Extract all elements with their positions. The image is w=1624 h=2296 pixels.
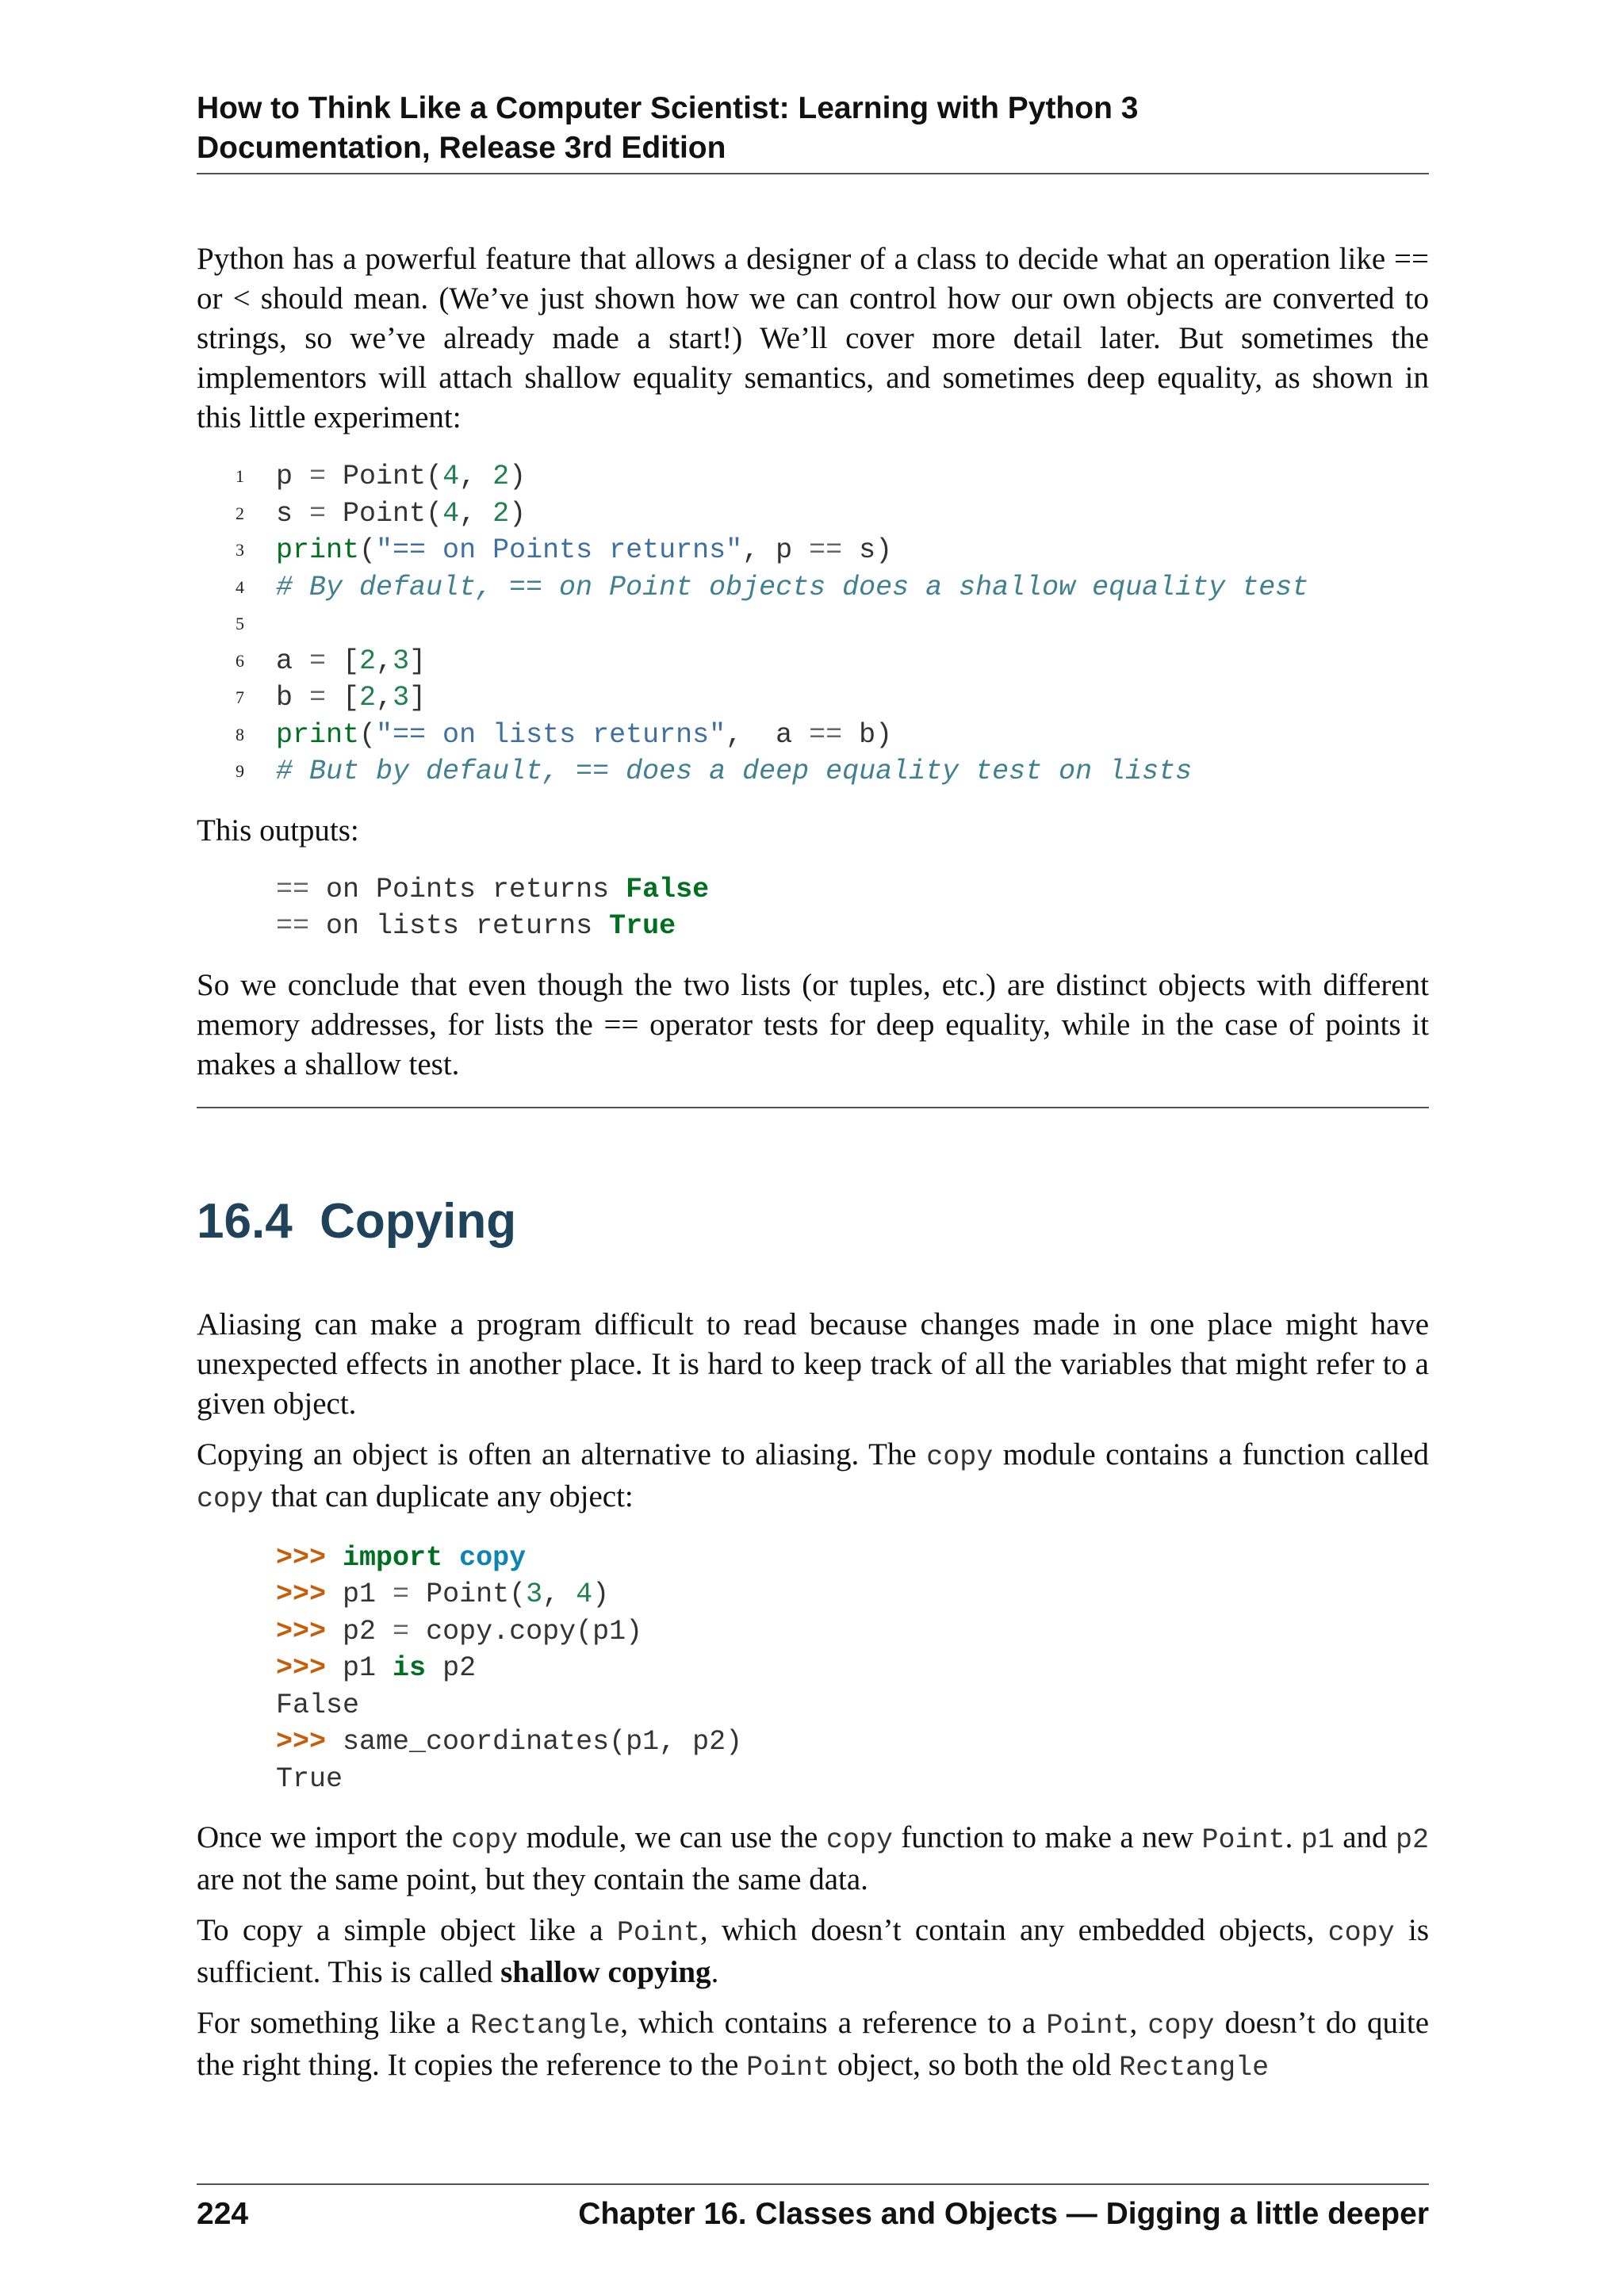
repl-line: >>> p1 is p2 [276, 1652, 477, 1684]
section-divider [197, 1107, 1429, 1108]
rectangle-paragraph: For something like a Rectangle, which contains a reference to a Point, copy doesn’t do quite the right thing. It copies the reference to the Point object, so both the old Rectangle [197, 2006, 1430, 2084]
running-header [197, 89, 1429, 174]
repl-prompt: >>> [276, 1652, 327, 1684]
code-listing-equality [197, 458, 1429, 790]
inline-code: copy [825, 1824, 893, 1856]
inline-code: copy [926, 1441, 994, 1473]
chapter-title: Chapter 16. Classes and Objects — Digging a little deeper [578, 2197, 1429, 2231]
inline-code: p1 [1300, 1824, 1335, 1856]
header-title-line1: How to Think Like a Computer Scientist: Learning with Python 3 [197, 91, 1139, 125]
code-line: 6 a = [2,3] [197, 643, 1429, 680]
simple-copy-paragraph: To copy a simple object like a Point, which doesn’t contain any embedded objects, copy is sufficient. This is called shallow copying. [197, 1913, 1429, 1989]
section-title: Copying [320, 1193, 517, 1249]
inline-code: Rectangle [470, 2010, 621, 2042]
code-line: 3 print("== on Points returns", p == s) [197, 532, 1429, 569]
line-number: 6 [236, 650, 244, 671]
inline-code: copy [1147, 2010, 1215, 2042]
inline-code: copy [1327, 1917, 1395, 1949]
output-block [197, 871, 1429, 945]
repl-prompt: >>> [276, 1578, 327, 1610]
term-shallow-copying: shallow copying [500, 1955, 711, 1989]
inline-code: copy [197, 1483, 264, 1515]
outputs-label: This outputs: [197, 813, 359, 848]
code-line: 9 # But by default, == does a deep equality test on lists [197, 753, 1429, 790]
code-line [197, 606, 1429, 643]
repl-line: >>> p1 = Point(3, 4) [276, 1578, 610, 1610]
repl-prompt: >>> [276, 1726, 327, 1758]
inline-code: copy [451, 1824, 519, 1856]
section-heading [197, 1194, 1429, 1249]
inline-code: Point [616, 1917, 700, 1949]
line-number: 5 [236, 614, 244, 633]
conclusion-paragraph: So we conclude that even though the two lists (or tuples, etc.) are distinct objects with different memory addresses, for lists the == operator tests for deep equality, while in the case of points it makes a shallow test. [197, 967, 1429, 1081]
repl-output-line: False [276, 1689, 360, 1721]
repl-output-line: True [276, 1762, 343, 1795]
running-footer [197, 2183, 1429, 2234]
code-line: 8 print("== on lists returns", a == b) [197, 717, 1429, 754]
line-number: 8 [236, 724, 244, 744]
inline-code: Point [1201, 1824, 1285, 1856]
header-title-line2: Documentation, Release 3rd Edition [197, 131, 726, 165]
line-number: 3 [236, 540, 244, 560]
code-line: 1 p = Point(4, 2) [197, 458, 1429, 496]
code-line: 2 s = Point(4, 2) [197, 496, 1429, 533]
aliasing-paragraph: Aliasing can make a program difficult to read because changes made in one place might have unexpected effects in another place. It is hard to keep track of all the variables that might refer to a given object. [197, 1307, 1429, 1421]
page-number: 224 [197, 2197, 249, 2231]
repl-prompt: >>> [276, 1541, 327, 1574]
section-number: 16.4 [197, 1193, 293, 1249]
inline-code: Rectangle [1119, 2052, 1270, 2084]
line-number: 1 [236, 466, 244, 486]
once-paragraph: Once we import the copy module, we can use the copy function to make a new Point. p1 and p2 are not the same point, but they contain the same data. [197, 1820, 1430, 1896]
copying-paragraph: Copying an object is often an alternative to aliasing. The copy module contains a function called copy that can duplicate any object: [197, 1437, 1429, 1515]
repl-line: >>> import copy [276, 1541, 527, 1574]
intro-paragraph: Python has a powerful feature that allows a designer of a class to decide what an operation like == or < should mean. (We’ve just shown how we can control how our own objects are converted to strings, so we’ve already made a start!) We’ll cover more detail later. But sometimes the implementors will attach shallow equality semantics, and sometimes deep equality, as shown in this little experiment: [197, 242, 1429, 434]
inline-code: Point [746, 2052, 830, 2084]
document-page [197, 0, 1429, 2296]
line-number: 4 [236, 576, 244, 597]
repl-prompt: >>> [276, 1615, 327, 1647]
repl-line: >>> p2 = copy.copy(p1) [276, 1615, 643, 1647]
repl-line: >>> same_coordinates(p1, p2) [276, 1726, 743, 1758]
inline-code: p2 [1396, 1824, 1430, 1856]
code-line: 4 # By default, == on Point objects does a shallow equality test [197, 569, 1429, 607]
page-body [197, 239, 1429, 2099]
inline-code: Point [1046, 2010, 1130, 2042]
line-number: 9 [236, 761, 244, 781]
output-line: == on Points returns False [276, 873, 710, 905]
code-line: 7 b = [2,3] [197, 679, 1429, 717]
repl-session [197, 1540, 1429, 1798]
line-number: 7 [236, 687, 244, 707]
output-line: == on lists returns True [276, 910, 676, 942]
line-number: 2 [236, 503, 244, 523]
